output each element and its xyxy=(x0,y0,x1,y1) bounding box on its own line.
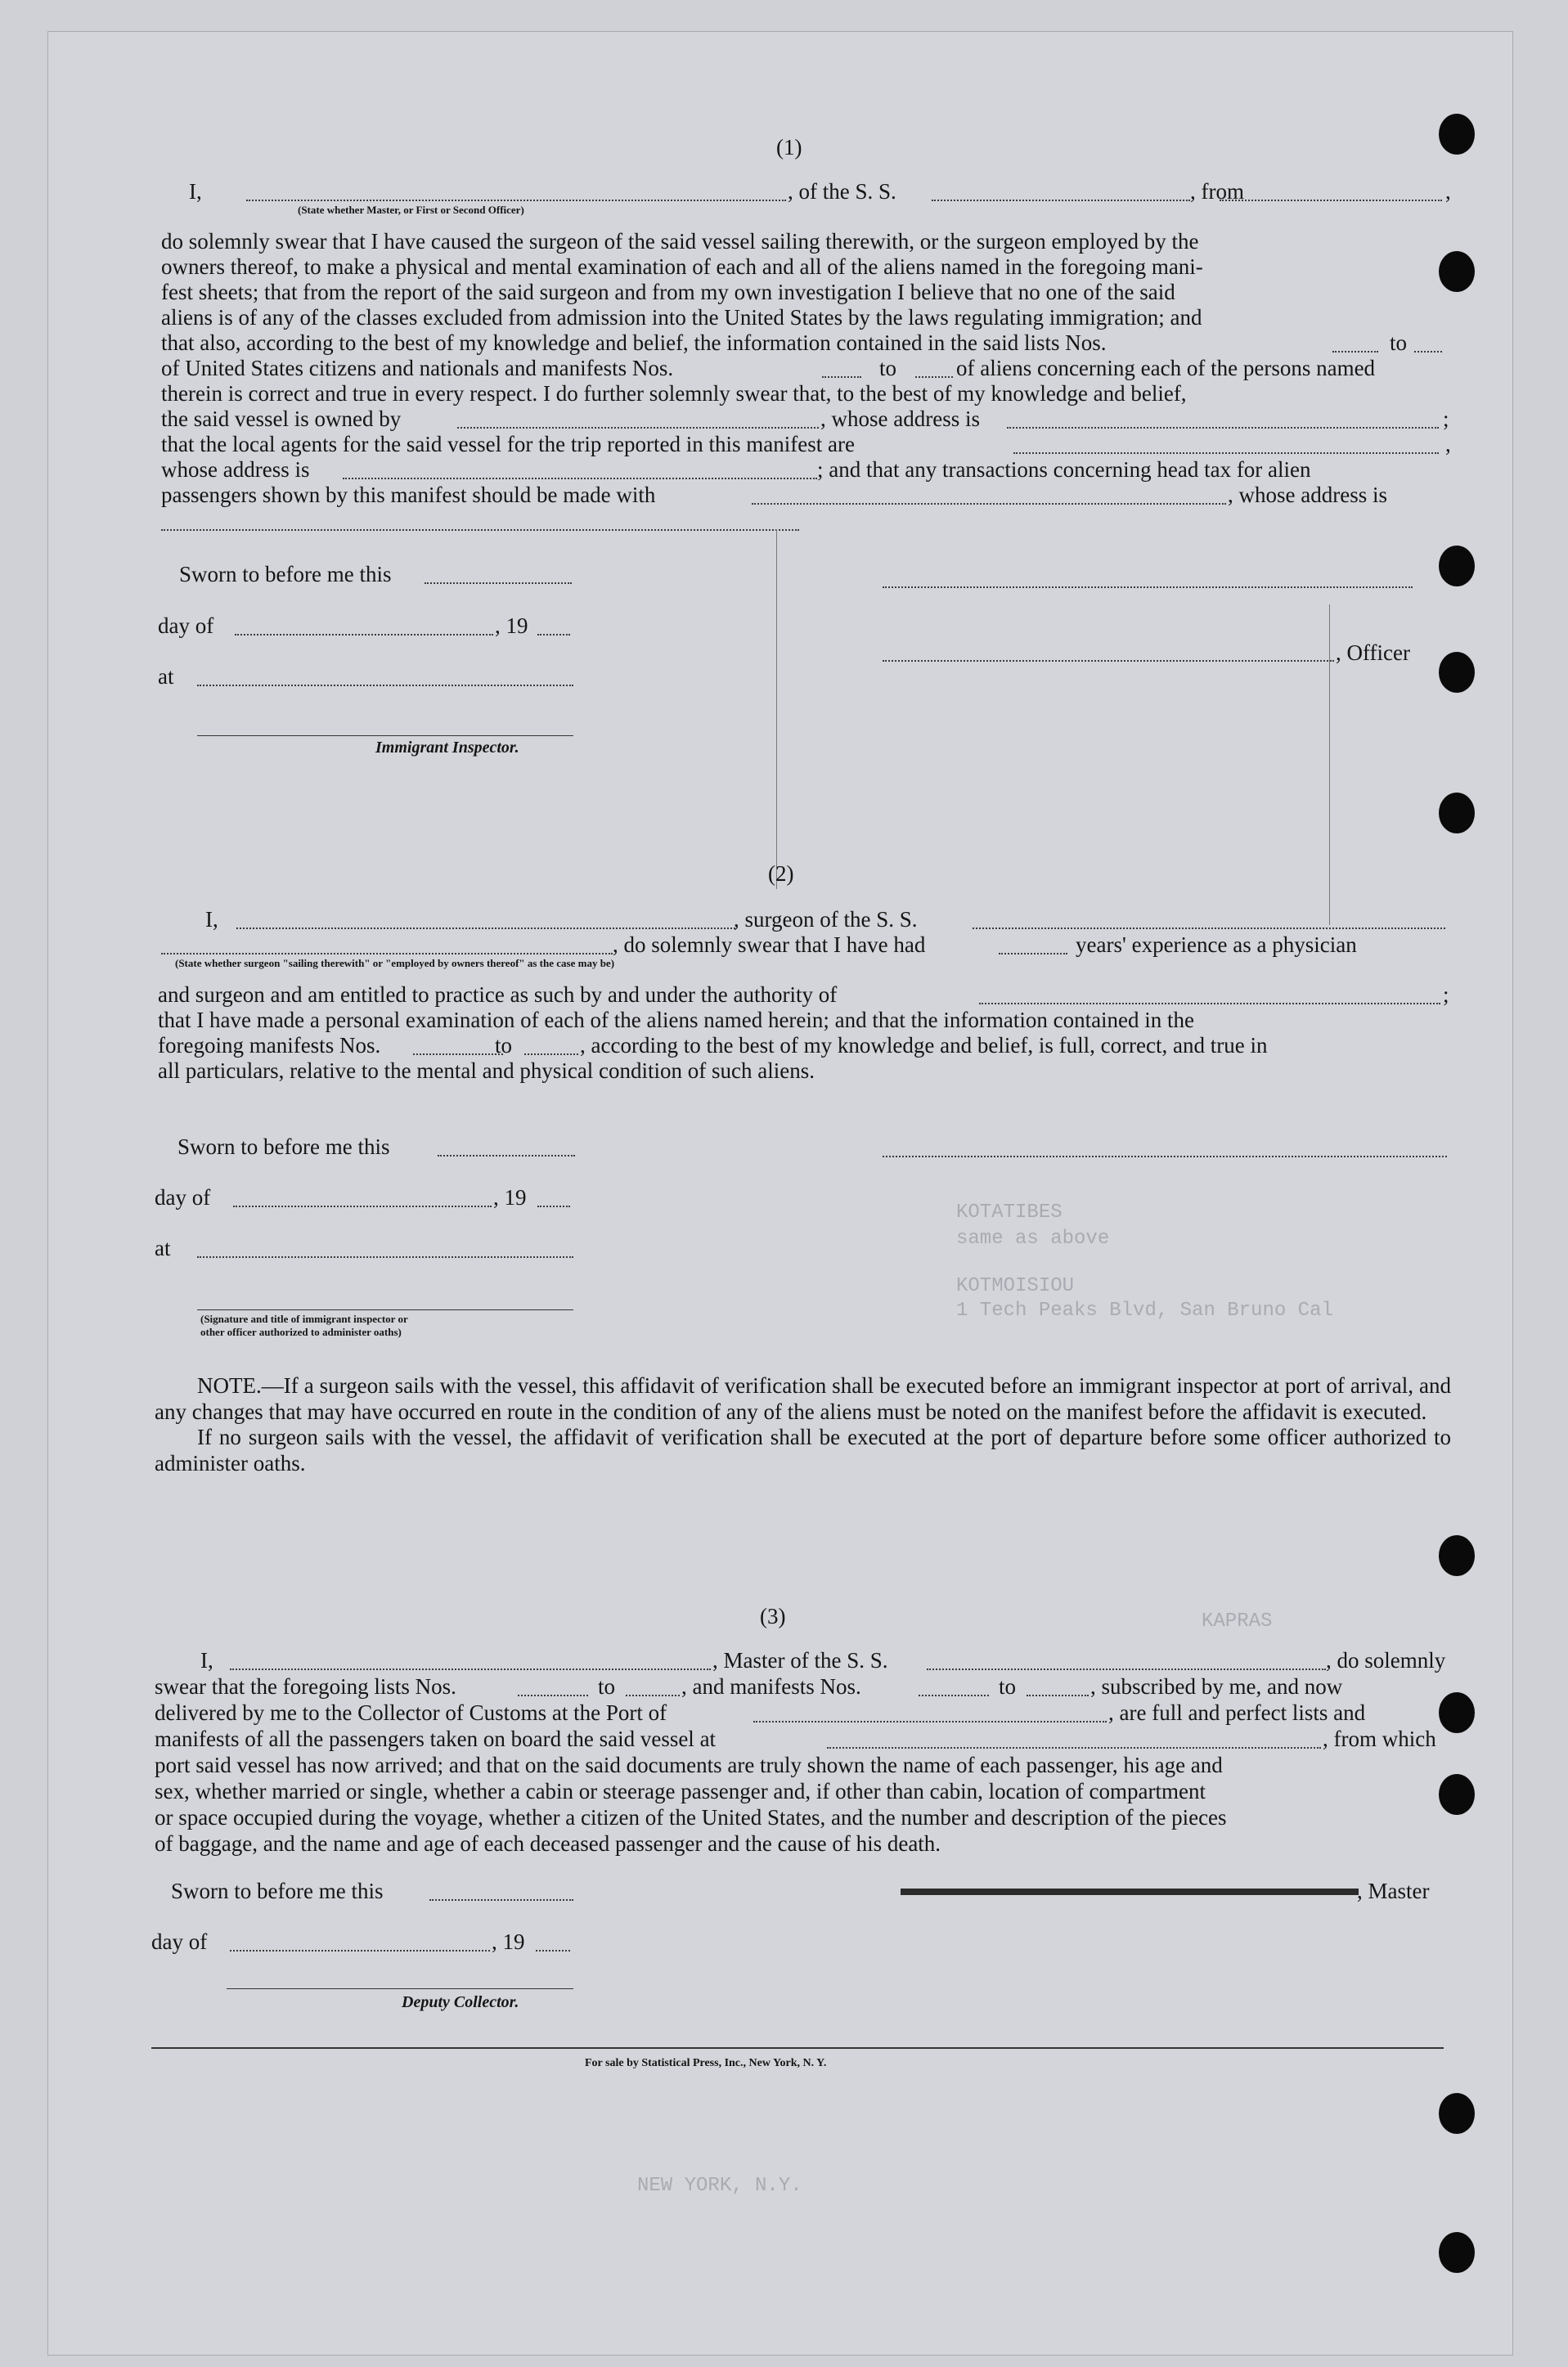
binder-hole xyxy=(1439,546,1475,586)
oath-line: aliens is of any of the classes excluded from admission into the United States by the laws regulating immigration; and xyxy=(161,305,1202,330)
swear-text: , do solemnly swear that I have had xyxy=(613,932,926,957)
surgeon-signature-line[interactable] xyxy=(883,1156,1447,1157)
sworn-label: Sworn to before me this xyxy=(171,1879,384,1903)
at-place-field[interactable] xyxy=(197,685,573,686)
from-port-field[interactable] xyxy=(1220,200,1442,201)
signature-hint: other officer authorized to administer oaths) xyxy=(200,1326,402,1338)
day-of-label: day of xyxy=(151,1929,208,1954)
year-field[interactable] xyxy=(537,634,570,636)
i-label: I, xyxy=(205,907,218,932)
master-signature-scrawl xyxy=(901,1889,1359,1895)
master-line: or space occupied during the voyage, whether a citizen of the United States, and the number and description of the pieces xyxy=(155,1805,1227,1830)
bottom-rule xyxy=(151,2047,1444,2049)
inspector-caption: Immigrant Inspector. xyxy=(375,739,519,757)
sworn-date-field[interactable] xyxy=(429,1899,573,1901)
year-label: , 19 xyxy=(492,1929,525,1954)
from-label: , from xyxy=(1190,179,1244,204)
oath-line: of United States citizens and nationals and manifests Nos. xyxy=(161,356,674,380)
sworn-label: Sworn to before me this xyxy=(177,1134,390,1159)
surgeon-status-field[interactable] xyxy=(161,953,613,954)
surgeon-manifest-from-field[interactable] xyxy=(413,1053,503,1055)
master-line: of baggage, and the name and age of each deceased passenger and the cause of his death. xyxy=(155,1831,941,1856)
collector-signature-line[interactable] xyxy=(227,1988,573,1989)
master-line: swear that the foregoing lists Nos. xyxy=(155,1674,456,1699)
oath-line: therein is correct and true in every respect. I do further solemnly swear that, to the best of my knowledge and belief, xyxy=(161,381,1187,406)
to-label: to xyxy=(495,1033,513,1058)
whose-address-label: , whose address is xyxy=(820,406,980,431)
oath-line: that the local agents for the said vessel for the trip reported in this manifest are xyxy=(161,432,855,456)
binder-hole xyxy=(1439,652,1475,693)
to-label: to xyxy=(879,356,897,380)
to-label: to xyxy=(999,1674,1017,1699)
note-paragraph: If no surgeon sails with the vessel, the affidavit of verification shall be executed at the port of departure before some officer authorized to administer oaths. xyxy=(155,1425,1451,1475)
trailing-comma: , xyxy=(1445,179,1451,204)
binder-hole xyxy=(1439,1692,1475,1733)
owner-field[interactable] xyxy=(457,427,819,429)
master-vessel-field[interactable] xyxy=(927,1669,1326,1670)
surgeon-line: foregoing manifests Nos. xyxy=(158,1033,381,1058)
officer-signature-line[interactable] xyxy=(883,586,1413,588)
binder-hole xyxy=(1439,1535,1475,1576)
binder-hole xyxy=(1439,2093,1475,2134)
at-label: at xyxy=(158,664,174,689)
note-block xyxy=(155,1373,1451,1476)
month-field[interactable] xyxy=(230,1950,490,1952)
master-name-field[interactable] xyxy=(230,1669,711,1670)
day-of-label: day of xyxy=(155,1185,211,1210)
to-label: to xyxy=(1390,330,1408,355)
oath-line: fest sheets; that from the report of the said surgeon and from my own investigation I believe that no one of the said xyxy=(161,280,1175,304)
authority-field[interactable] xyxy=(979,1003,1440,1004)
signature-hint: (Signature and title of immigrant inspector or xyxy=(200,1313,408,1325)
surgeon-name-field[interactable] xyxy=(236,927,735,929)
section-1-number: (1) xyxy=(776,135,802,159)
collector-caption: Deputy Collector. xyxy=(402,1993,519,2011)
bleed-through-text: KOTMOISIOU xyxy=(956,1275,1075,1297)
section-3-number: (3) xyxy=(760,1604,786,1628)
inspector-signature-line[interactable] xyxy=(197,735,573,736)
surgeon-vessel-field[interactable] xyxy=(973,927,1445,929)
sworn-label: Sworn to before me this xyxy=(179,562,392,586)
head-tax-address-field[interactable] xyxy=(161,529,799,531)
surgeon-line: that I have made a personal examination of each of the aliens named herein; and that the information contained in the xyxy=(158,1008,1195,1032)
authority-text: and surgeon and am entitled to practice as such by and under the authority of xyxy=(158,982,838,1007)
oath-line: passengers shown by this manifest should be made with xyxy=(161,483,656,507)
years-experience-field[interactable] xyxy=(999,953,1067,954)
month-field[interactable] xyxy=(235,634,493,636)
of-aliens-text: of aliens concerning each of the persons named xyxy=(956,356,1376,380)
binder-hole xyxy=(1439,114,1475,155)
at-place-field[interactable] xyxy=(197,1256,573,1258)
oath-line: that also, according to the best of my knowledge and belief, the information contained in the said lists Nos. xyxy=(161,330,1107,355)
master-line: , subscribed by me, and now xyxy=(1090,1674,1343,1699)
day-of-label: day of xyxy=(158,613,214,638)
column-divider xyxy=(1329,604,1330,925)
officer-title-line[interactable] xyxy=(883,660,1334,662)
column-divider xyxy=(776,529,777,889)
manifest-verification-form xyxy=(47,31,1513,2356)
master-line: manifests of all the passengers taken on board the said vessel at xyxy=(155,1727,717,1751)
sworn-date-field[interactable] xyxy=(425,582,572,584)
oath-line: do solemnly swear that I have caused the surgeon of the said vessel sailing therewith, or the surgeon employed by the xyxy=(161,229,1199,254)
list-no-to-field[interactable] xyxy=(1414,351,1442,353)
year-label: , 19 xyxy=(495,613,528,638)
master-list-to-field[interactable] xyxy=(626,1695,680,1696)
do-solemnly-label: , do solemnly xyxy=(1326,1648,1446,1673)
bleed-through-text: KOTATIBES xyxy=(956,1201,1063,1224)
manifest-no-to-field[interactable] xyxy=(915,376,953,378)
master-line: sex, whether married or single, whether a cabin or steerage passenger and, if other than cabin, location of compartment xyxy=(155,1779,1206,1803)
note-paragraph: NOTE.—If a surgeon sails with the vessel, this affidavit of verification shall be executed before an immigrant inspector at port of arrival, and any changes that may have occurred en route in the condition of any of the aliens must be noted on the manifest before the affidavit is executed. xyxy=(155,1373,1451,1424)
master-line: , from which xyxy=(1323,1727,1436,1751)
master-line: , and manifests Nos. xyxy=(681,1674,861,1699)
year-label: , 19 xyxy=(493,1185,527,1210)
port-of-departure-field[interactable] xyxy=(827,1747,1321,1749)
owner-address-field[interactable] xyxy=(1007,427,1439,429)
binder-hole xyxy=(1439,1774,1475,1815)
bleed-through-text: NEW YORK, N.Y. xyxy=(637,2175,802,2197)
at-label: at xyxy=(155,1236,171,1260)
manifest-no-from-field[interactable] xyxy=(822,376,861,378)
head-tax-party-field[interactable] xyxy=(752,503,1226,505)
officer-label: , Officer xyxy=(1336,640,1410,665)
master-list-from-field[interactable] xyxy=(518,1695,588,1696)
oath-line: the said vessel is owned by xyxy=(161,406,402,431)
semicolon: ; xyxy=(1443,406,1449,431)
master-manifest-from-field[interactable] xyxy=(919,1695,989,1696)
surgeon-status-hint: (State whether surgeon "sailing therewith" or "employed by owners thereof" as the case may be) xyxy=(175,957,615,969)
surgeon-line: all particulars, relative to the mental and physical condition of such aliens. xyxy=(158,1058,815,1083)
year-field[interactable] xyxy=(537,1206,570,1207)
master-line: delivered by me to the Collector of Customs at the Port of xyxy=(155,1700,667,1725)
years-text: years' experience as a physician xyxy=(1076,932,1357,957)
officer-signature-line[interactable] xyxy=(197,1309,573,1310)
sworn-date-field[interactable] xyxy=(438,1155,575,1157)
printer-footer: For sale by Statistical Press, Inc., New York, N. Y. xyxy=(585,2057,827,2069)
surgeon-line: , according to the best of my knowledge and belief, is full, correct, and true in xyxy=(580,1033,1268,1058)
i-label: I, xyxy=(189,179,202,204)
binder-hole xyxy=(1439,2232,1475,2273)
local-agents-field[interactable] xyxy=(1013,452,1439,454)
oath-line: owners thereof, to make a physical and mental examination of each and all of the aliens named in the foregoing mani- xyxy=(161,254,1203,279)
master-label: , Master xyxy=(1357,1879,1430,1903)
master-line: port said vessel has now arrived; and that on the said documents are truly shown the name of each passenger, his age and xyxy=(155,1753,1223,1777)
officer-rank-hint: (State whether Master, or First or Second Officer) xyxy=(298,204,524,216)
section-2-number: (2) xyxy=(768,861,794,886)
i-label: I, xyxy=(200,1648,213,1673)
binder-hole xyxy=(1439,793,1475,833)
officer-rank-field[interactable] xyxy=(246,200,786,201)
oath-line: whose address is xyxy=(161,457,310,482)
port-of-arrival-field[interactable] xyxy=(753,1721,1107,1722)
surgeon-manifest-to-field[interactable] xyxy=(524,1053,578,1055)
list-no-from-field[interactable] xyxy=(1332,351,1378,353)
month-field[interactable] xyxy=(233,1206,492,1207)
of-ss-label: , of the S. S. xyxy=(788,179,896,204)
semicolon: ; xyxy=(1443,982,1449,1007)
year-field[interactable] xyxy=(536,1950,570,1952)
master-manifest-to-field[interactable] xyxy=(1027,1695,1089,1696)
master-line: , are full and perfect lists and xyxy=(1108,1700,1366,1725)
bleed-through-text: same as above xyxy=(956,1228,1110,1250)
whose-address-label: , whose address is xyxy=(1228,483,1387,507)
transactions-text: ; and that any transactions concerning head tax for alien xyxy=(817,457,1311,482)
agents-address-field[interactable] xyxy=(343,478,817,479)
surgeon-of-label: , surgeon of the S. S. xyxy=(734,907,918,932)
binder-hole xyxy=(1439,251,1475,292)
bleed-through-text: 1 Tech Peaks Blvd, San Bruno Cal xyxy=(956,1300,1333,1322)
trailing-comma: , xyxy=(1445,432,1451,456)
vessel-name-field[interactable] xyxy=(932,200,1190,201)
bleed-through-text: KAPRAS xyxy=(1202,1610,1273,1633)
to-label: to xyxy=(598,1674,616,1699)
master-of-label: , Master of the S. S. xyxy=(712,1648,888,1673)
